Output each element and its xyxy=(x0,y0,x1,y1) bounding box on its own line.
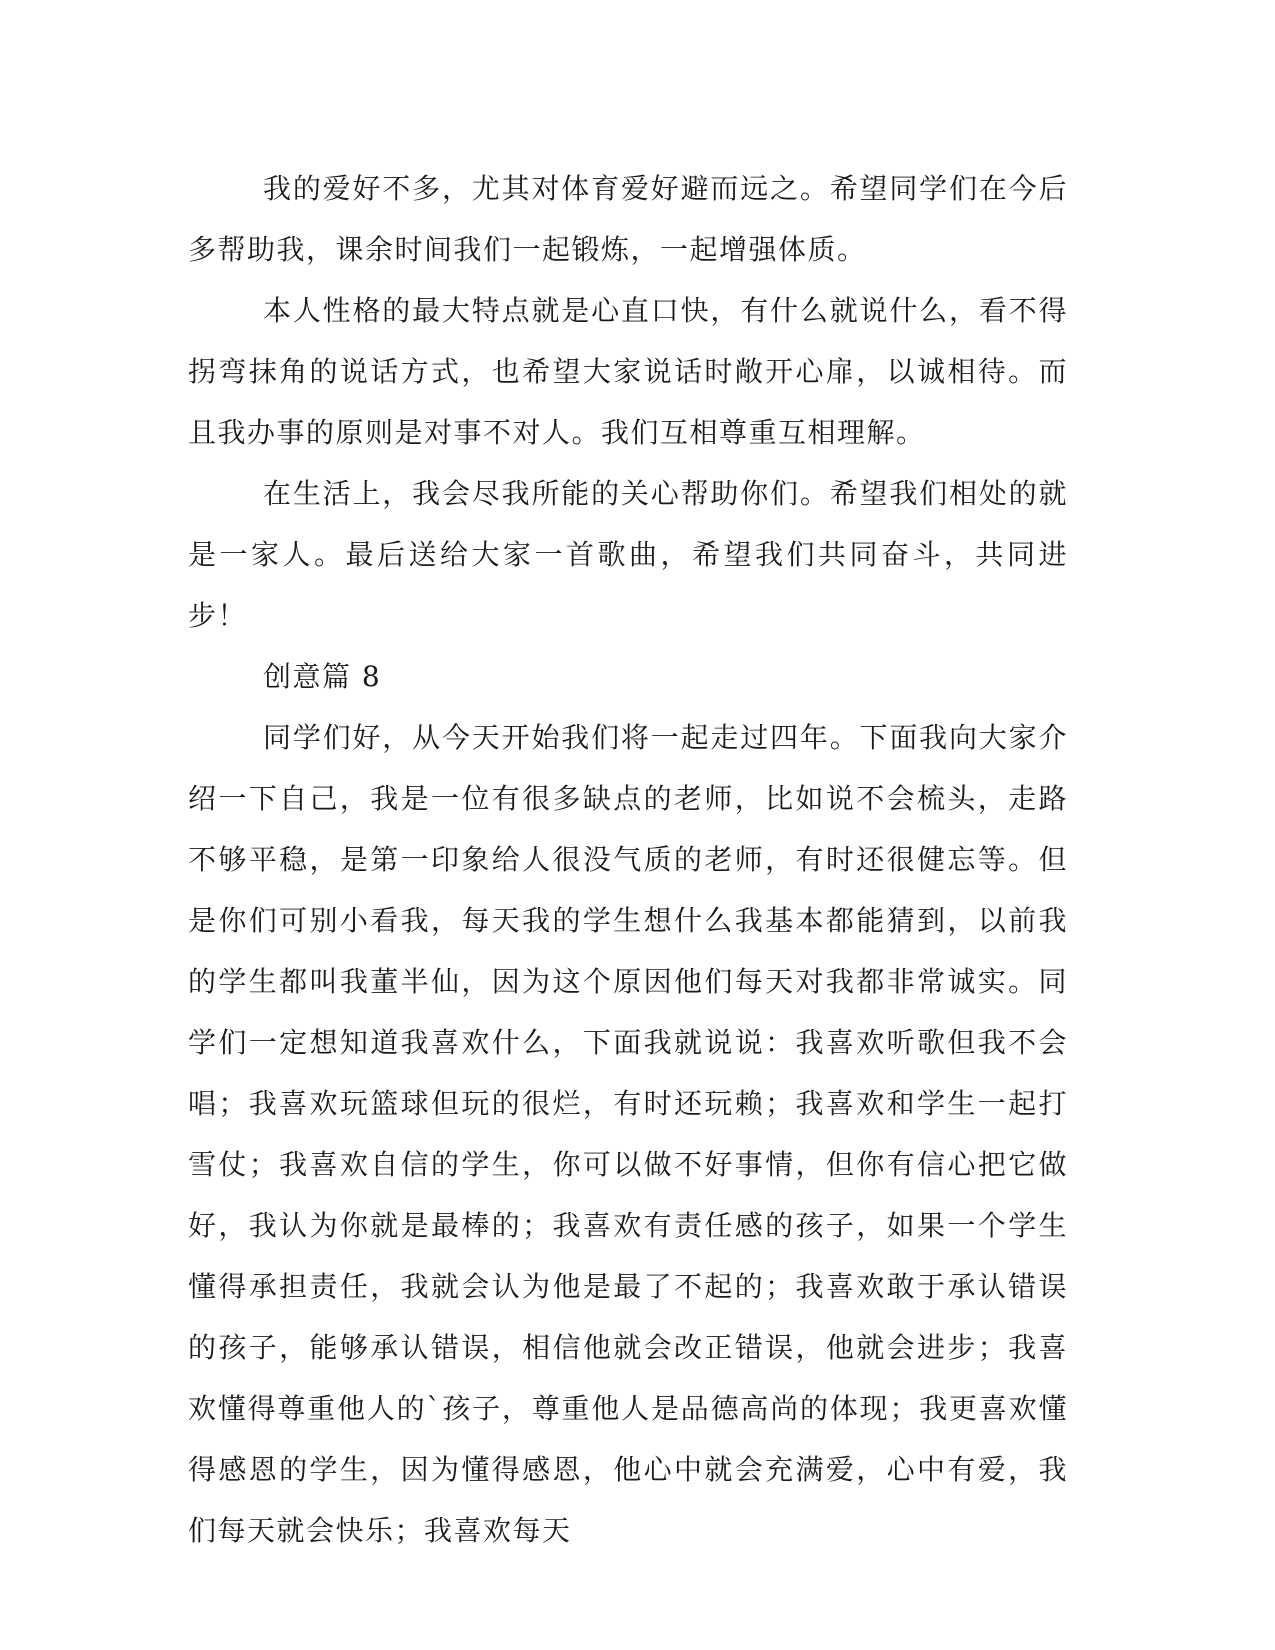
section-heading: 创意篇 8 xyxy=(263,660,382,693)
paragraph-introduction: 同学们好，从今天开始我们将一起走过四年。下面我向大家介绍一下自己，我是一位有很多缺点的老师，比如说不会梳头，走路不够平稳，是第一印象给人很没气质的老师，有时还很健忘等。但是你们可别小看我，每天我的学生想什么我基本都能猜到，以前我的学生都叫我董半仙，因为这个原因他们每天对我都非常诚实。同学们一定想知道我喜欢什么，下面我就说说：我喜欢听歌但我不会唱；我喜欢玩篮球但玩的很烂，有时还玩赖；我喜欢和学生一起打雪仗；我喜欢自信的学生，你可以做不好事情，但你有信心把它做好，我认为你就是最棒的；我喜欢有责任感的孩子，如果一个学生懂得承担责任，我就会认为他是最了不起的；我喜欢敢于承认错误的孩子，能够承认错误，相信他就会改正错误，他就会进步；我喜欢懂得尊重他人的`孩子，尊重他人是品德高尚的体现；我更喜欢懂得感恩的学生，因为懂得感恩，他心中就会充满爱，心中有爱，我们每天就会快乐；我喜欢每天 xyxy=(188,721,1068,1547)
document-body xyxy=(188,158,1068,1561)
paragraph-hobbies: 我的爱好不多，尤其对体育爱好避而远之。希望同学们在今后多帮助我，课余时间我们一起锻炼，一起增强体质。 xyxy=(188,172,1068,266)
paragraph-personality: 本人性格的最大特点就是心直口快，有什么就说什么，看不得拐弯抹角的说话方式，也希望大家说话时敞开心扉，以诚相待。而且我办事的原则是对事不对人。我们互相尊重互相理解。 xyxy=(188,294,1068,449)
paragraph-life: 在生活上，我会尽我所能的关心帮助你们。希望我们相处的就是一家人。最后送给大家一首歌曲，希望我们共同奋斗，共同进步！ xyxy=(188,477,1068,632)
